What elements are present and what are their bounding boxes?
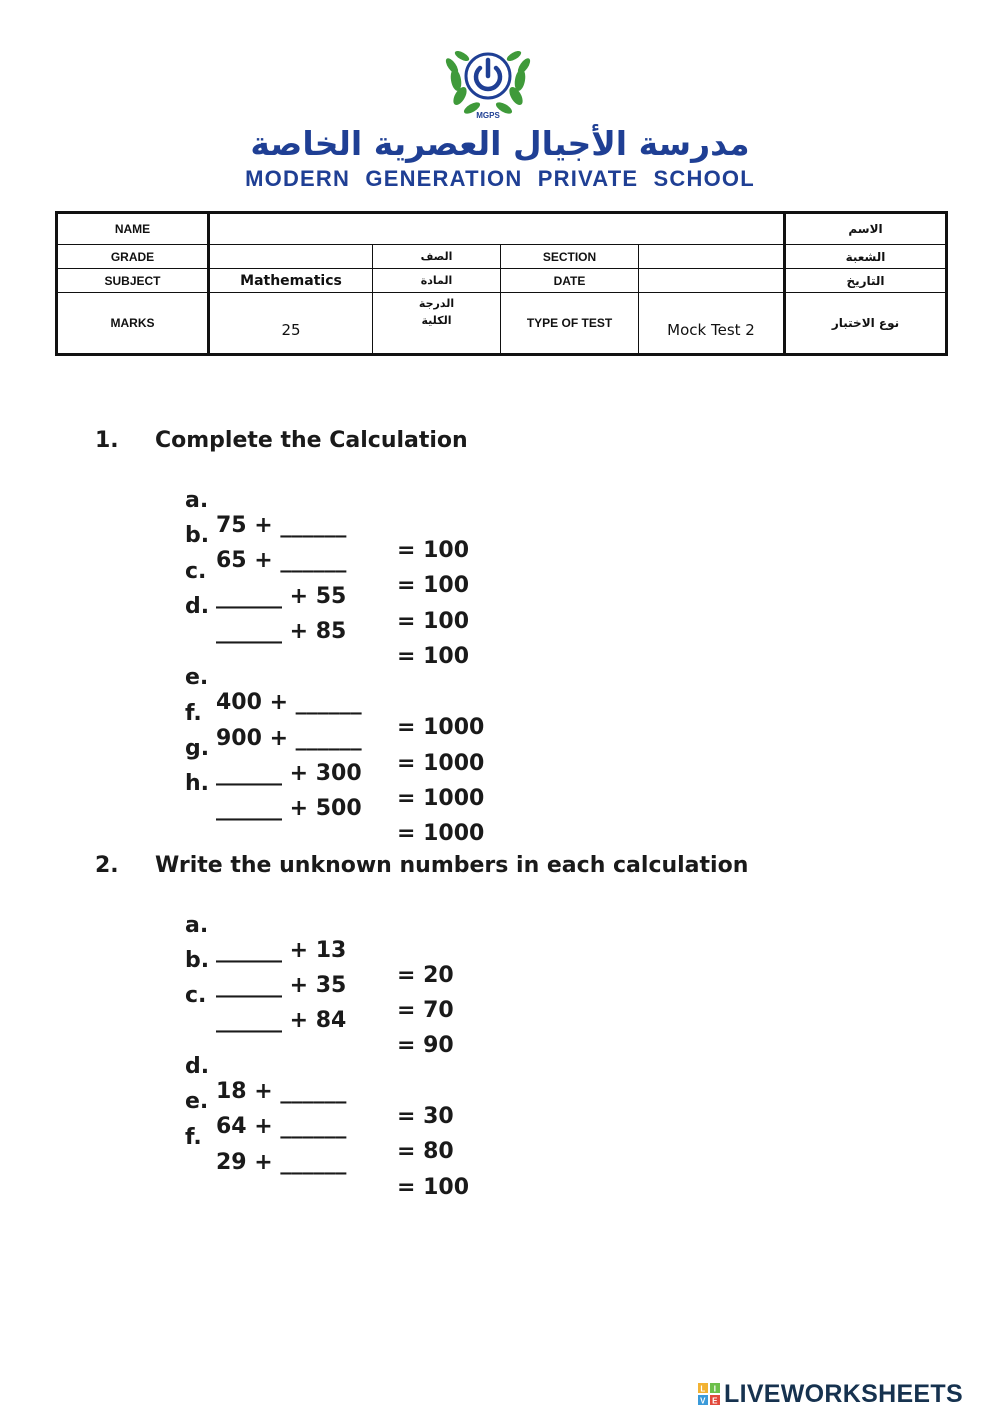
item-result: = 100 bbox=[397, 573, 470, 598]
grade-label: GRADE bbox=[57, 245, 209, 269]
item-expression[interactable]: ______ + 300 bbox=[216, 761, 362, 786]
name-label: NAME bbox=[57, 213, 209, 245]
question-2-title: Write the unknown numbers in each calculation bbox=[155, 853, 749, 878]
item-expression[interactable]: ______ + 55 bbox=[216, 584, 347, 609]
type-of-test-label: TYPE OF TEST bbox=[501, 293, 639, 355]
item-expression[interactable]: ______ + 85 bbox=[216, 619, 347, 644]
date-label: DATE bbox=[501, 269, 639, 293]
name-label-ar: الاسم bbox=[785, 213, 947, 245]
section-field[interactable] bbox=[639, 245, 785, 269]
item-letter: c. bbox=[185, 559, 207, 584]
item-result: = 1000 bbox=[397, 715, 485, 740]
question-2-number: 2. bbox=[95, 853, 119, 878]
type-of-test-value: Mock Test 2 bbox=[639, 293, 785, 355]
marks-value: 25 bbox=[209, 293, 373, 355]
item-expression[interactable]: 18 + ______ bbox=[216, 1079, 347, 1104]
type-of-test-label-ar: نوع الاختبار bbox=[785, 293, 947, 355]
subject-label: SUBJECT bbox=[57, 269, 209, 293]
item-letter: f. bbox=[185, 701, 202, 726]
icon-letter: V bbox=[700, 1396, 706, 1405]
item-letter: b. bbox=[185, 523, 210, 548]
question-2-heading bbox=[0, 853, 1000, 883]
icon-letter: E bbox=[712, 1396, 718, 1405]
item-expression[interactable]: ______ + 13 bbox=[216, 938, 347, 963]
item-letter: c. bbox=[185, 983, 207, 1008]
question-1-title: Complete the Calculation bbox=[155, 428, 468, 453]
item-result: = 100 bbox=[397, 644, 470, 669]
power-icon bbox=[466, 54, 510, 98]
item-result: = 1000 bbox=[397, 786, 485, 811]
student-info-table bbox=[55, 211, 948, 356]
item-letter: f. bbox=[185, 1125, 202, 1150]
item-letter: e. bbox=[185, 665, 209, 690]
subject-value: Mathematics bbox=[209, 269, 373, 293]
item-letter: d. bbox=[185, 1054, 210, 1079]
grade-field[interactable] bbox=[209, 245, 373, 269]
item-result: = 1000 bbox=[397, 821, 485, 846]
subject-label-ar: المادة bbox=[373, 269, 501, 293]
brand-text: LIVEWORKSHEETS bbox=[724, 1380, 963, 1408]
item-expression[interactable]: 75 + ______ bbox=[216, 513, 347, 538]
item-result: = 100 bbox=[397, 609, 470, 634]
total-label-ar-line2: الكلية bbox=[421, 314, 452, 327]
item-expression[interactable]: 400 + ______ bbox=[216, 690, 362, 715]
item-expression[interactable]: ______ + 500 bbox=[216, 796, 362, 821]
date-label-ar: التاريخ bbox=[785, 269, 947, 293]
item-result: = 20 bbox=[397, 963, 454, 988]
item-letter: a. bbox=[185, 488, 209, 513]
icon-letter: L bbox=[700, 1384, 706, 1394]
school-name-english: MODERN GENERATION PRIVATE SCHOOL bbox=[245, 166, 755, 191]
item-expression[interactable]: 29 + ______ bbox=[216, 1150, 347, 1175]
item-letter: d. bbox=[185, 594, 210, 619]
name-field[interactable] bbox=[209, 213, 785, 245]
date-field[interactable] bbox=[639, 269, 785, 293]
item-result: = 100 bbox=[397, 1175, 470, 1200]
item-expression[interactable]: 900 + ______ bbox=[216, 726, 362, 751]
item-result: = 70 bbox=[397, 998, 454, 1023]
total-label-ar-line1: الدرجة bbox=[418, 297, 455, 310]
total-marks-label-ar bbox=[373, 293, 501, 355]
item-letter: h. bbox=[185, 771, 210, 796]
item-result: = 30 bbox=[397, 1104, 454, 1129]
item-result: = 1000 bbox=[397, 751, 485, 776]
grade-label-ar: الصف bbox=[373, 245, 501, 269]
item-expression[interactable]: ______ + 84 bbox=[216, 1008, 347, 1033]
item-result: = 100 bbox=[397, 538, 470, 563]
item-letter: a. bbox=[185, 913, 209, 938]
item-letter: b. bbox=[185, 948, 210, 973]
question-1-number: 1. bbox=[95, 428, 119, 453]
section-label-ar: الشعبة bbox=[785, 245, 947, 269]
item-expression[interactable]: ______ + 35 bbox=[216, 973, 347, 998]
item-result: = 90 bbox=[397, 1033, 454, 1058]
school-name-arabic: مدرسة الأجيال العصرية الخاصة bbox=[250, 124, 750, 163]
section-label: SECTION bbox=[501, 245, 639, 269]
liveworksheets-logo-icon bbox=[698, 1383, 720, 1405]
logo-text: MGPS bbox=[476, 111, 500, 120]
marks-label: MARKS bbox=[57, 293, 209, 355]
item-letter: g. bbox=[185, 736, 210, 761]
school-logo bbox=[440, 38, 536, 124]
item-expression[interactable]: 64 + ______ bbox=[216, 1114, 347, 1139]
item-result: = 80 bbox=[397, 1139, 454, 1164]
item-letter: e. bbox=[185, 1089, 209, 1114]
question-1-heading bbox=[0, 428, 1000, 458]
item-expression[interactable]: 65 + ______ bbox=[216, 548, 347, 573]
icon-letter: I bbox=[713, 1384, 717, 1394]
